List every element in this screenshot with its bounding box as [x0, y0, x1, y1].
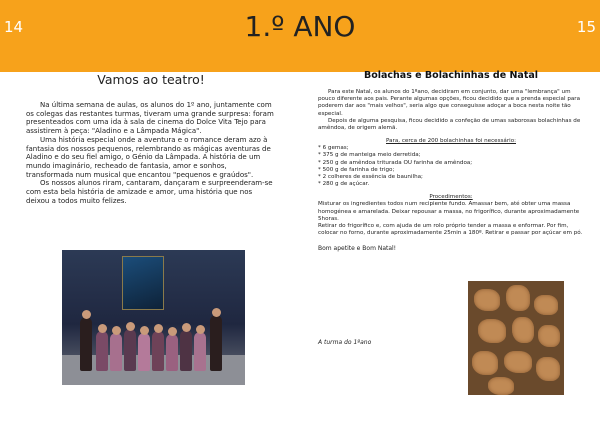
recipe-intro-2: Depois de alguma pesquisa, ficou decidido a confeção de umas saborosas bolachinhas de amêndoa, de origem alemã.: [318, 117, 581, 132]
page-title: 1.º ANO: [244, 10, 356, 43]
ingredients-heading: Para, cerca de 200 bolachinhas foi necessário:: [385, 138, 517, 145]
child-head: [126, 322, 135, 331]
child: [124, 329, 136, 371]
cookie: [506, 285, 530, 311]
child-head: [140, 326, 149, 335]
child-head: [154, 324, 163, 333]
cookie: [488, 377, 514, 395]
theatre-paragraph-3: Os nossos alunos riram, cantaram, dançaram e surpreenderam-se com esta bela história de amizade e amor, uma história que nos deixou a todos muito felizes.: [26, 179, 273, 205]
theatre-group-photo: [62, 250, 245, 385]
ingredient-item: * 375 g de manteiga meio derretida;: [318, 152, 421, 159]
theatre-paragraph-2: Uma história especial onde a aventura e o romance deram azo à fantasia dos nossos pequenos, relembrando as mágicas aventuras de Aladino e do seu fiel amigo, o Génio da Lâmpada. A história de um mundo imaginário, recheado de fantasia, amor e sonhos, transformada num musical que encantou "pequenos e graúdos".: [26, 135, 271, 179]
recipe-article: [318, 70, 584, 252]
recipe-signoff: Bom apetite e Bom Natal!: [318, 245, 397, 253]
cookie: [478, 319, 506, 343]
theatre-paragraph-1: Na última semana de aulas, os alunos do 1º ano, juntamente com os colegas das restantes turmas, tiveram uma grande surpresa: foram presenteados com uma ida à sala de cinema do Dolce Vita Tejo para assistirem à peça: "Aladino e a Lâmpada Mágica".: [26, 101, 274, 136]
aladino-poster: [122, 256, 164, 310]
recipe-intro-1: Para este Natal, os alunos do 1ºano, decidiram em conjunto, dar uma "lembrança" um pouco diferente aos pais. Perante algumas opções, ficou decidido que a prenda especial para poderem dar aos "mais velhos", seria algo que conseguisse adoçar a boca nesta noite tão especial.: [318, 89, 581, 117]
cookie: [534, 295, 558, 315]
child: [96, 331, 108, 371]
cookie: [538, 325, 560, 347]
child-head: [112, 326, 121, 335]
ingredient-item: * 250 g de amêndoa triturada OU farinha de amêndoa;: [318, 159, 473, 166]
ingredient-item: * 6 gemas;: [318, 145, 349, 152]
theatre-article: [26, 72, 276, 205]
child-head: [98, 324, 107, 333]
person: [210, 315, 222, 371]
ingredient-item: * 500 g de farinha de trigo;: [318, 166, 395, 173]
cookie: [536, 357, 560, 381]
child: [166, 334, 178, 371]
child: [194, 332, 206, 371]
procedure-step-1: Misturar os ingredientes todos num recipiente fundo. Amassar bem, até obter uma massa homogénea e amarelada. Deixar repousar a massa, no frigorífico, durante aproximadamente 5horas.: [318, 201, 580, 222]
person-head: [212, 308, 221, 317]
child-head: [182, 323, 191, 332]
ingredient-item: * 280 g de açúcar.: [318, 181, 370, 188]
ingredient-item: * 2 colheres de essência de baunilha;: [318, 174, 423, 181]
child: [180, 330, 192, 371]
person-head: [82, 310, 91, 319]
header-bar: [0, 0, 600, 72]
procedure-heading: Procedimentos:: [429, 194, 473, 201]
cookies-photo: [468, 281, 564, 395]
page-number-right: 15: [576, 18, 596, 36]
recipe-author: A turma do 1ºano: [318, 339, 372, 346]
theatre-body: [26, 101, 276, 205]
recipe-heading: Bolachas e Bolachinhas de Natal: [363, 70, 539, 81]
cookie: [474, 289, 500, 311]
child: [138, 333, 150, 371]
theatre-heading: Vamos ao teatro!: [97, 72, 205, 87]
child: [152, 331, 164, 371]
procedure-step-2: Retirar do frigorífico e, com ajuda de um rolo próprio tender a massa e enformar. Por fim, colocar no forno, durante aproximadamente 25min a 180º. Retirar e passar por açúcar em pó.: [318, 223, 583, 237]
child-head: [168, 327, 177, 336]
child-head: [196, 325, 205, 334]
page-number-left: 14: [4, 18, 24, 36]
cookie: [512, 317, 534, 343]
person: [80, 317, 92, 371]
child: [110, 333, 122, 371]
cookie: [504, 351, 532, 373]
cookie: [472, 351, 498, 375]
